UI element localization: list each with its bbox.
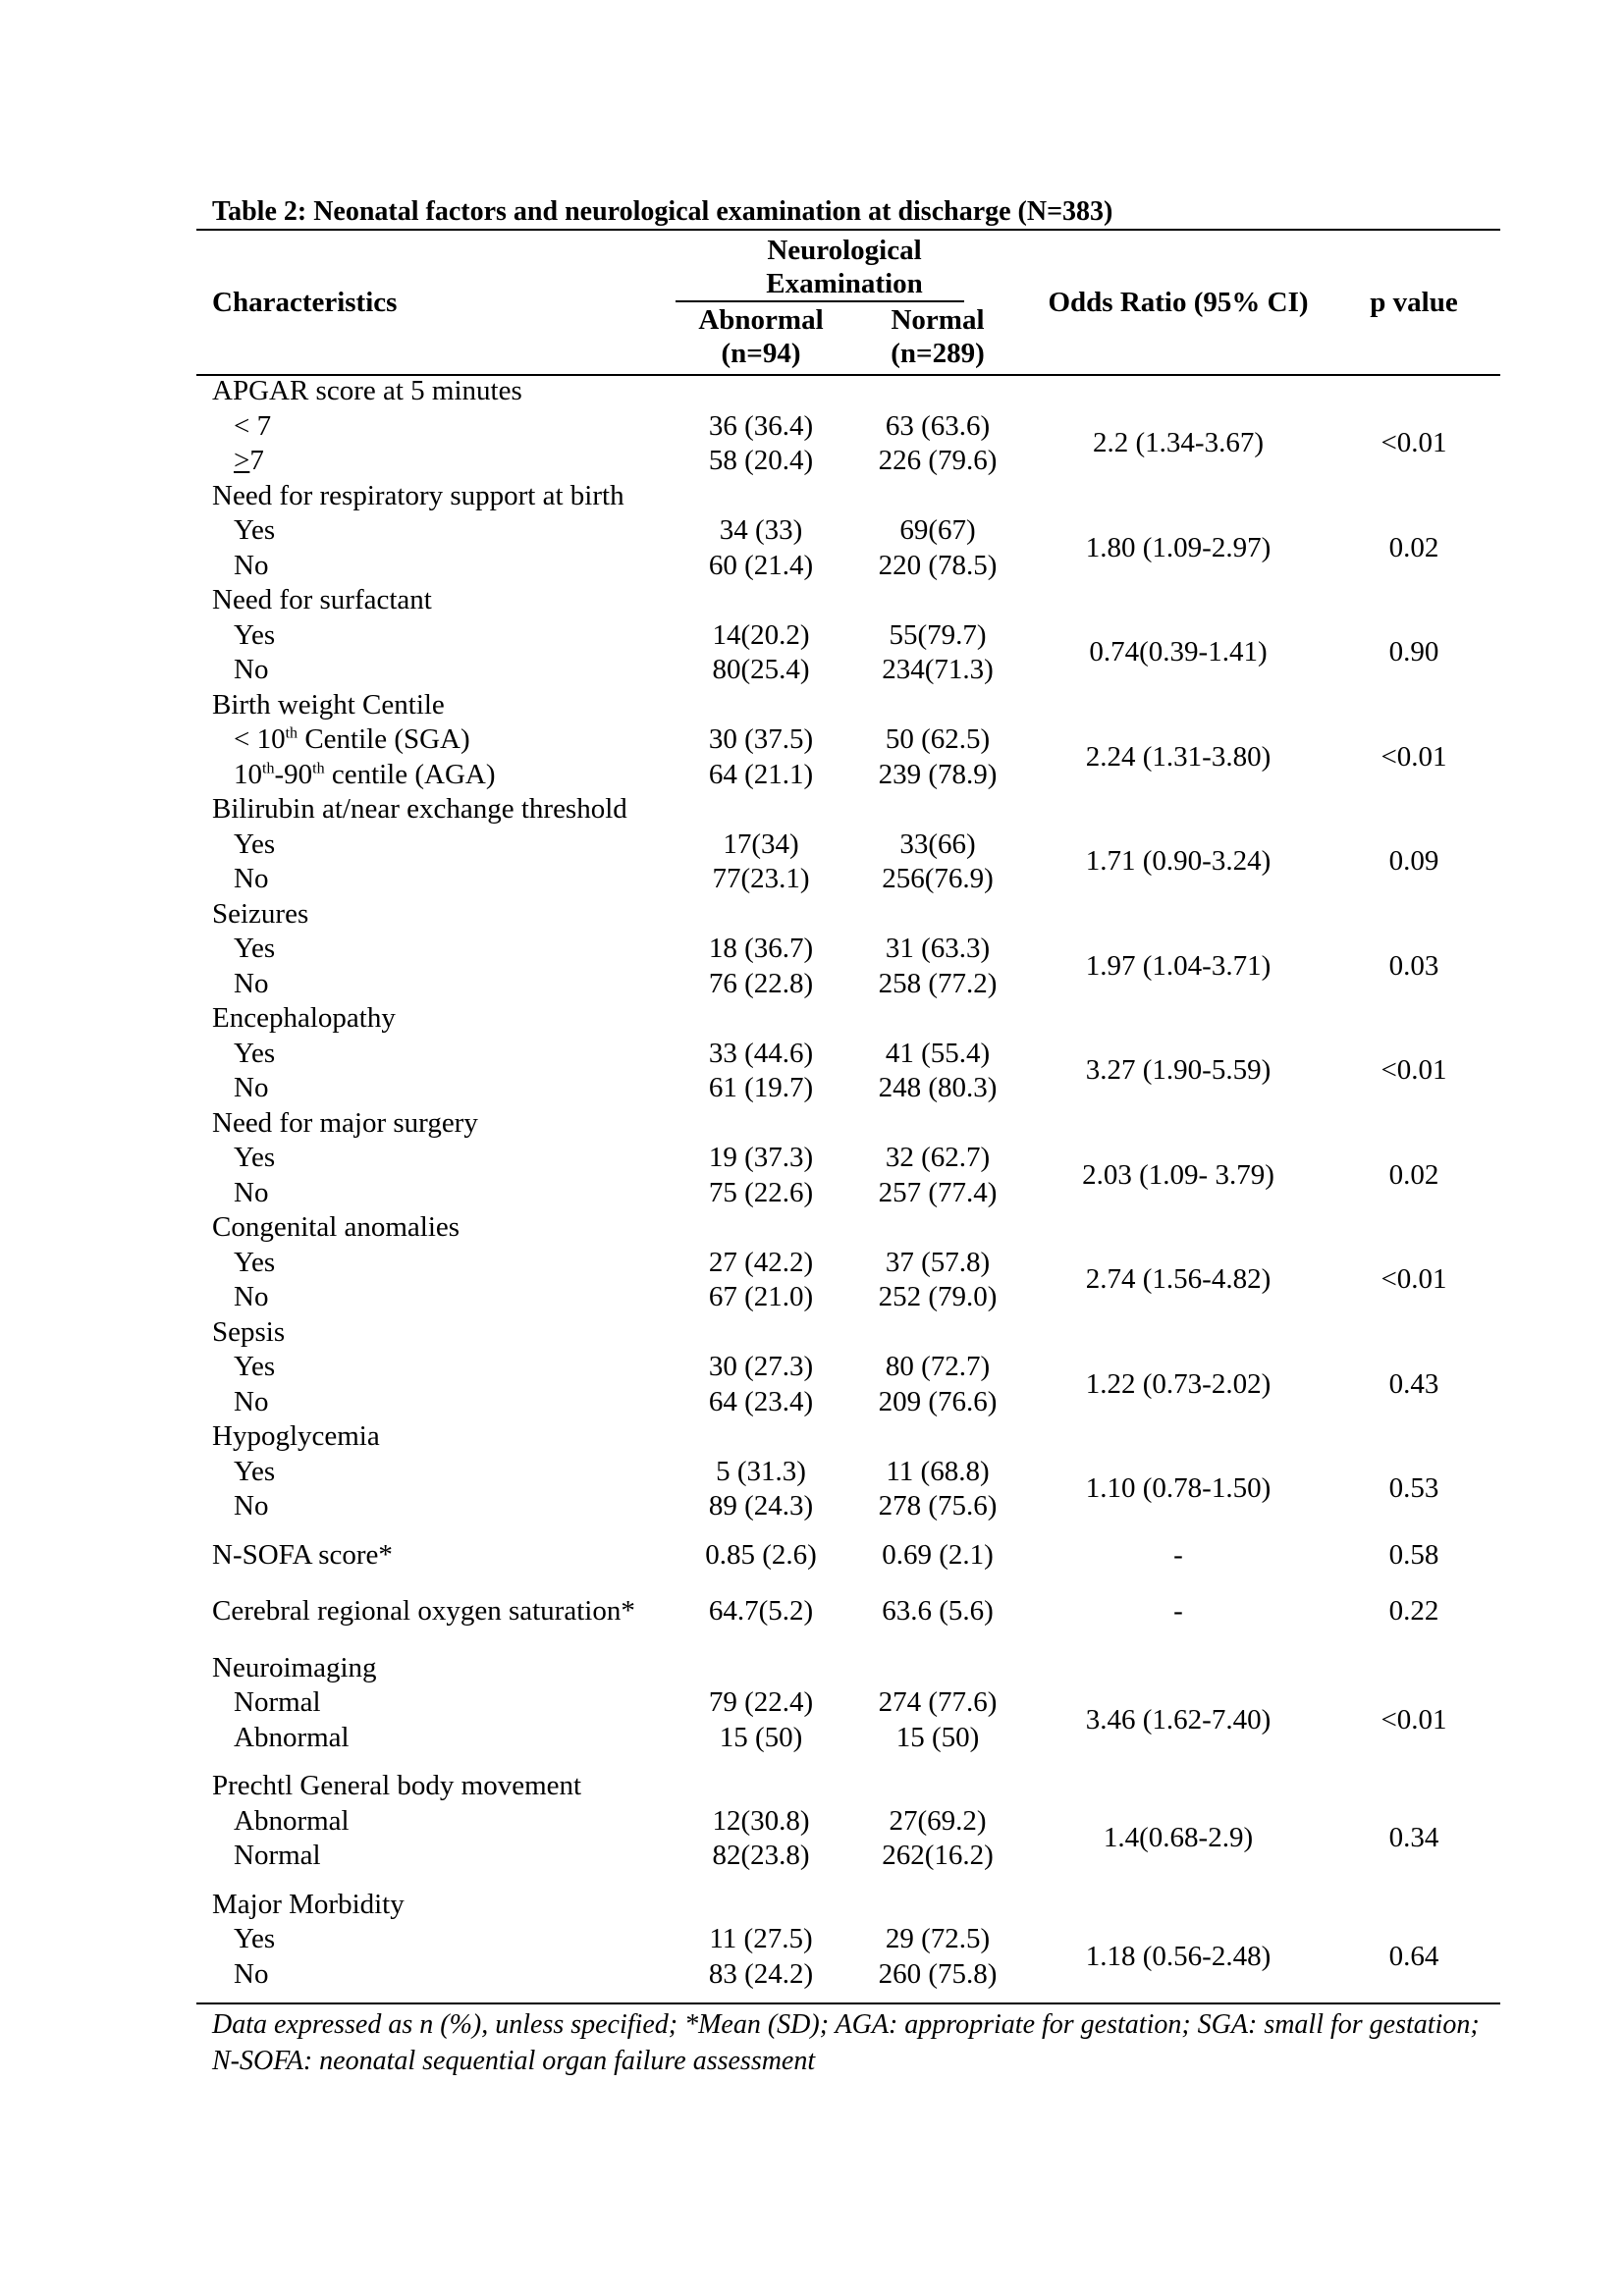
cell-odds-ratio: 2.2 (1.34-3.67) <box>1093 427 1264 459</box>
cell-abnormal: 30 (27.3) <box>708 1351 814 1382</box>
header-characteristics: Characteristics <box>212 287 398 318</box>
cell-p-value: <0.01 <box>1380 427 1447 459</box>
header-odds-ratio: Odds Ratio (95% CI) <box>1048 287 1309 318</box>
row-sub-label: Yes <box>234 1246 276 1278</box>
cell-abnormal: 36 (36.4) <box>708 409 814 442</box>
cell-abnormal: 34 (33) <box>719 514 803 546</box>
row-group-label: Bilirubin at/near exchange threshold <box>212 793 627 825</box>
cell-abnormal: 19 (37.3) <box>708 1142 814 1173</box>
cell-odds-ratio: 1.4(0.68-2.9) <box>1103 1822 1254 1854</box>
cell-p-value: 0.64 <box>1388 1940 1439 1972</box>
row-group-label: Hypoglycemia <box>212 1420 380 1452</box>
cell-abnormal: 15 (50) <box>719 1721 803 1753</box>
header-p-value: p value <box>1370 287 1458 318</box>
cell-abnormal: 60 (21.4) <box>708 549 814 581</box>
cell-p-value: 0.53 <box>1388 1472 1439 1505</box>
row-sub-label: < 10th Centile (SGA) <box>234 723 470 755</box>
cell-p-value: <0.01 <box>1380 1054 1447 1087</box>
cell-abnormal: 83 (24.2) <box>708 1957 814 1990</box>
document-page <box>212 192 1500 232</box>
cell-normal: 226 (79.6) <box>878 445 998 476</box>
row-sub-label: Yes <box>234 933 276 964</box>
cell-normal: 50 (62.5) <box>885 723 991 755</box>
cell-abnormal: 58 (20.4) <box>708 445 814 476</box>
row-sub-label: Yes <box>234 1037 276 1069</box>
cell-abnormal: 0.85 (2.6) <box>705 1538 817 1571</box>
cell-p-value: <0.01 <box>1380 1263 1447 1296</box>
cell-abnormal: 27 (42.2) <box>708 1246 814 1278</box>
cell-p-value: <0.01 <box>1380 740 1447 773</box>
cell-abnormal: 75 (22.6) <box>708 1176 814 1208</box>
cell-odds-ratio: 1.22 (0.73-2.02) <box>1085 1367 1272 1400</box>
cell-p-value: 0.90 <box>1388 636 1439 668</box>
header-normal-n: (n=289) <box>891 338 985 369</box>
header-normal: Normal <box>891 304 985 336</box>
header-abnormal: Abnormal <box>698 304 824 336</box>
header-abnormal-n: (n=94) <box>721 338 801 369</box>
table-top-rule <box>196 229 1500 231</box>
cell-p-value: 0.03 <box>1388 949 1439 982</box>
cell-odds-ratio: 2.24 (1.31-3.80) <box>1085 740 1272 773</box>
row-group-label: N-SOFA score* <box>212 1538 393 1571</box>
cell-p-value: 0.02 <box>1388 531 1439 563</box>
row-sub-label: No <box>234 1281 269 1312</box>
cell-normal: 257 (77.4) <box>878 1176 998 1208</box>
row-sub-label: Yes <box>234 514 276 546</box>
cell-normal: 274 (77.6) <box>878 1686 998 1718</box>
cell-odds-ratio: 3.27 (1.90-5.59) <box>1085 1054 1272 1087</box>
row-group-label: Sepsis <box>212 1315 286 1348</box>
row-sub-label: No <box>234 1176 269 1208</box>
cell-normal: 63 (63.6) <box>885 409 991 442</box>
row-group-label: Encephalopathy <box>212 1002 396 1034</box>
cell-odds-ratio: 1.18 (0.56-2.48) <box>1085 1940 1272 1972</box>
cell-p-value: 0.09 <box>1388 845 1439 878</box>
row-sub-label: No <box>234 967 269 999</box>
header-neuro-exam: Neurological Examination <box>766 235 923 299</box>
cell-normal: 27(69.2) <box>889 1804 987 1837</box>
row-sub-label: Yes <box>234 828 276 860</box>
cell-odds-ratio: 1.10 (0.78-1.50) <box>1085 1472 1272 1505</box>
cell-abnormal: 64 (23.4) <box>708 1385 814 1417</box>
cell-p-value: 0.02 <box>1388 1158 1439 1191</box>
cell-abnormal: 64 (21.1) <box>708 758 814 790</box>
cell-normal: 69(67) <box>899 514 976 546</box>
cell-normal: 63.6 (5.6) <box>882 1595 994 1627</box>
row-sub-label: Yes <box>234 1142 276 1173</box>
cell-abnormal: 14(20.2) <box>712 618 810 651</box>
cell-abnormal: 30 (37.5) <box>708 723 814 755</box>
cell-p-value: 0.43 <box>1388 1367 1439 1400</box>
cell-p-value: <0.01 <box>1380 1703 1447 1735</box>
cell-normal: 262(16.2) <box>882 1840 994 1871</box>
cell-normal: 33(66) <box>899 828 976 860</box>
cell-p-value: 0.34 <box>1388 1822 1439 1854</box>
cell-abnormal: 61 (19.7) <box>708 1072 814 1103</box>
cell-normal: 80 (72.7) <box>885 1351 991 1382</box>
cell-normal: 234(71.3) <box>882 654 994 685</box>
row-group-label: Need for respiratory support at birth <box>212 479 624 511</box>
cell-normal: 258 (77.2) <box>878 967 998 999</box>
cell-normal: 256(76.9) <box>882 863 994 894</box>
cell-abnormal: 76 (22.8) <box>708 967 814 999</box>
cell-abnormal: 79 (22.4) <box>708 1686 814 1718</box>
row-sub-label: No <box>234 863 269 894</box>
cell-normal: 220 (78.5) <box>878 549 998 581</box>
row-group-label: Need for major surgery <box>212 1106 478 1139</box>
row-sub-label: Yes <box>234 618 276 651</box>
cell-normal: 239 (78.9) <box>878 758 998 790</box>
cell-normal: 278 (75.6) <box>878 1490 998 1522</box>
cell-abnormal: 80(25.4) <box>712 654 810 685</box>
row-group-label: Congenital anomalies <box>212 1211 460 1243</box>
row-group-label: Need for surfactant <box>212 584 432 615</box>
cell-odds-ratio: 1.80 (1.09-2.97) <box>1085 531 1272 563</box>
row-group-label: Major Morbidity <box>212 1888 405 1920</box>
cell-abnormal: 64.7(5.2) <box>708 1595 814 1627</box>
cell-p-value: 0.58 <box>1388 1538 1439 1571</box>
cell-normal: 11 (68.8) <box>886 1455 990 1487</box>
row-sub-label: No <box>234 549 269 581</box>
table-bottom-rule <box>196 2002 1500 2004</box>
cell-odds-ratio: - <box>1173 1595 1183 1627</box>
row-group-label: Birth weight Centile <box>212 688 445 721</box>
cell-abnormal: 5 (31.3) <box>716 1455 806 1487</box>
cell-normal: 252 (79.0) <box>878 1281 998 1312</box>
cell-normal: 0.69 (2.1) <box>882 1538 994 1571</box>
row-sub-label: Yes <box>234 1455 276 1487</box>
cell-normal: 260 (75.8) <box>878 1957 998 1990</box>
row-sub-label: Normal <box>234 1840 321 1871</box>
cell-normal: 209 (76.6) <box>878 1385 998 1417</box>
cell-p-value: 0.22 <box>1388 1595 1439 1627</box>
cell-normal: 15 (50) <box>895 1721 980 1753</box>
cell-normal: 55(79.7) <box>889 618 987 651</box>
cell-abnormal: 67 (21.0) <box>708 1281 814 1312</box>
cell-odds-ratio: - <box>1173 1538 1183 1571</box>
cell-normal: 41 (55.4) <box>885 1037 991 1069</box>
table-footnote: Data expressed as n (%), unless specified; *Mean (SD); AGA: appropriate for gestation; SGA: small for gestation; N-SOFA: neonatal sequential organ failure assessment <box>212 2009 1480 2076</box>
cell-normal: 248 (80.3) <box>878 1072 998 1103</box>
table-title: Table 2: Neonatal factors and neurological examination at discharge (N=383) <box>212 196 1113 227</box>
row-sub-label: < 7 <box>234 409 272 442</box>
cell-normal: 37 (57.8) <box>885 1246 991 1278</box>
row-group-label: Neuroimaging <box>212 1651 377 1683</box>
row-sub-label: No <box>234 1072 269 1103</box>
row-sub-label: No <box>234 1957 269 1990</box>
cell-odds-ratio: 2.03 (1.09- 3.79) <box>1082 1158 1274 1191</box>
row-sub-label: No <box>234 654 269 685</box>
cell-normal: 29 (72.5) <box>885 1923 991 1954</box>
cell-abnormal: 17(34) <box>723 828 799 860</box>
cell-odds-ratio: 0.74(0.39-1.41) <box>1089 636 1268 668</box>
cell-abnormal: 11 (27.5) <box>709 1923 813 1954</box>
cell-abnormal: 12(30.8) <box>712 1804 810 1837</box>
cell-odds-ratio: 1.71 (0.90-3.24) <box>1085 845 1272 878</box>
cell-odds-ratio: 2.74 (1.56-4.82) <box>1085 1263 1272 1296</box>
cell-abnormal: 89 (24.3) <box>708 1490 814 1522</box>
row-sub-label: 10th-90th centile (AGA) <box>234 758 496 790</box>
row-sub-label: No <box>234 1490 269 1522</box>
cell-abnormal: 33 (44.6) <box>708 1037 814 1069</box>
row-group-label: Cerebral regional oxygen saturation* <box>212 1595 635 1627</box>
cell-normal: 31 (63.3) <box>885 933 991 964</box>
cell-odds-ratio: 1.97 (1.04-3.71) <box>1085 949 1272 982</box>
row-group-label: Seizures <box>212 897 309 930</box>
cell-abnormal: 82(23.8) <box>712 1840 810 1871</box>
row-sub-label: Abnormal <box>234 1721 350 1753</box>
row-sub-label: Normal <box>234 1686 321 1718</box>
cell-odds-ratio: 3.46 (1.62-7.40) <box>1085 1703 1272 1735</box>
cell-abnormal: 18 (36.7) <box>708 933 814 964</box>
cell-abnormal: 77(23.1) <box>712 863 810 894</box>
row-sub-label: >7 <box>234 445 264 476</box>
row-group-label: Prechtl General body movement <box>212 1770 582 1801</box>
row-group-label: APGAR score at 5 minutes <box>212 375 522 406</box>
row-sub-label: Yes <box>234 1923 276 1954</box>
row-sub-label: Yes <box>234 1351 276 1382</box>
cell-normal: 32 (62.7) <box>885 1142 991 1173</box>
row-sub-label: No <box>234 1385 269 1417</box>
row-sub-label: Abnormal <box>234 1804 350 1837</box>
